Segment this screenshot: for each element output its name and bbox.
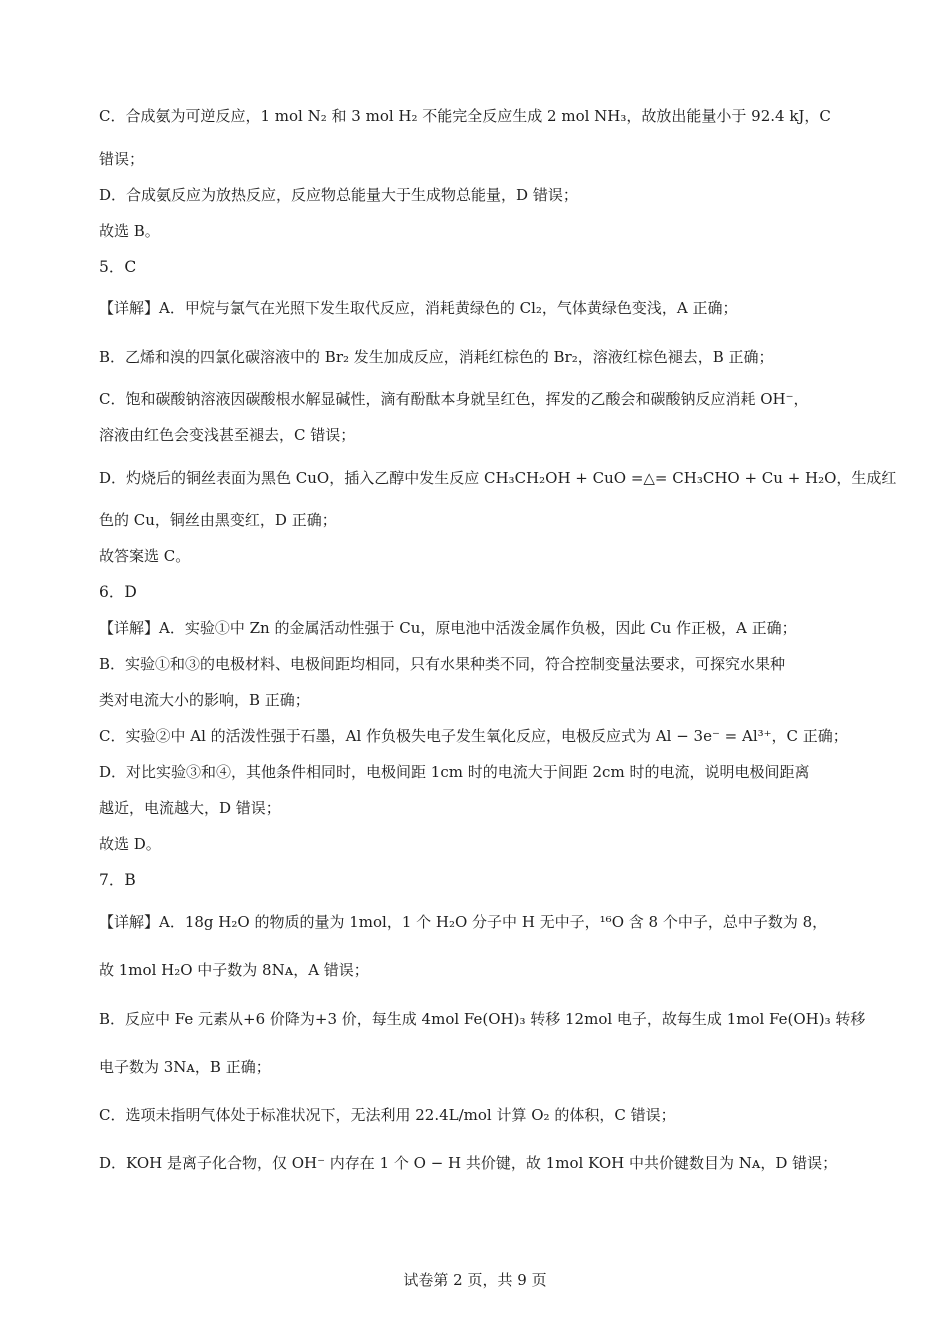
answer-number: 6．D [99, 583, 137, 601]
text-line: C．饱和碳酸钠溶液因碳酸根水解显碱性，滴有酚酞本身就呈红色，挥发的乙酸会和碳酸钠反应消耗 OH⁻， [99, 390, 809, 408]
text-line: 【详解】A．甲烷与氯气在光照下发生取代反应，消耗黄绿色的 Cl₂，气体黄绿色变浅，A 正确； [99, 299, 738, 317]
text-line: 故选 B。 [99, 222, 160, 240]
text-line: D．对比实验③和④，其他条件相同时，电极间距 1cm 时的电流大于间距 2cm 时的电流，说明电极间距离 [99, 763, 810, 781]
text-line: D．合成氨反应为放热反应，反应物总能量大于生成物总能量，D 错误； [99, 186, 578, 204]
text-line: 色的 Cu，铜丝由黑变红，D 正确； [99, 511, 337, 529]
text-line: 故选 D。 [99, 835, 161, 853]
text-line: 电子数为 3Nᴀ，B 正确； [99, 1058, 271, 1076]
text-line: B．反应中 Fe 元素从+6 价降为+3 价，每生成 4mol Fe(OH)₃ 转移 12mol 电子，故每生成 1mol Fe(OH)₃ 转移 [99, 1010, 866, 1028]
page-footer: 试卷第 2 页，共 9 页 [403, 1271, 547, 1289]
text-line: B．实验①和③的电极材料、电极间距均相同，只有水果种类不同，符合控制变量法要求，可探究水果种 [99, 655, 786, 673]
text-line: C．合成氨为可逆反应，1 mol N₂ 和 3 mol H₂ 不能完全反应生成 2 mol NH₃，故放出能量小于 92.4 kJ，C [99, 107, 831, 125]
text-line: 【详解】A．18g H₂O 的物质的量为 1mol，1 个 H₂O 分子中 H 无中子，¹⁶O 含 8 个中子，总中子数为 8， [99, 913, 828, 931]
text-line: 故答案选 C。 [99, 547, 191, 565]
text-line: 【详解】A．实验①中 Zn 的金属活动性强于 Cu，原电池中活泼金属作负极，因此 Cu 作正极，A 正确； [99, 619, 797, 637]
text-line: C．选项未指明气体处于标准状况下，无法利用 22.4L/mol 计算 O₂ 的体积，C 错误； [99, 1106, 676, 1124]
text-line: D．灼烧后的铜丝表面为黑色 CuO，插入乙醇中发生反应 CH₃CH₂OH + CuO =△= CH₃CHO + Cu + H₂O，生成红 [99, 469, 897, 487]
text-line: C．实验②中 Al 的活泼性强于石墨，Al 作负极失电子发生氧化反应，电极反应式为 Al − 3e⁻ = Al³⁺，C 正确； [99, 727, 848, 745]
answer-number: 5．C [99, 258, 137, 276]
text-line: 溶液由红色会变浅甚至褪去，C 错误； [99, 426, 356, 444]
answer-number: 7．B [99, 871, 136, 889]
text-line: 类对电流大小的影响，B 正确； [99, 691, 310, 709]
text-line: 越近，电流越大，D 错误； [99, 799, 281, 817]
text-line: B．乙烯和溴的四氯化碳溶液中的 Br₂ 发生加成反应，消耗红棕色的 Br₂，溶液红棕色褪去，B 正确； [99, 348, 774, 366]
text-line: 错误； [99, 150, 145, 168]
text-line: 故 1mol H₂O 中子数为 8Nᴀ，A 错误； [99, 961, 369, 979]
text-line: D．KOH 是离子化合物，仅 OH⁻ 内存在 1 个 O − H 共价键，故 1mol KOH 中共价键数目为 Nᴀ，D 错误； [99, 1154, 838, 1172]
